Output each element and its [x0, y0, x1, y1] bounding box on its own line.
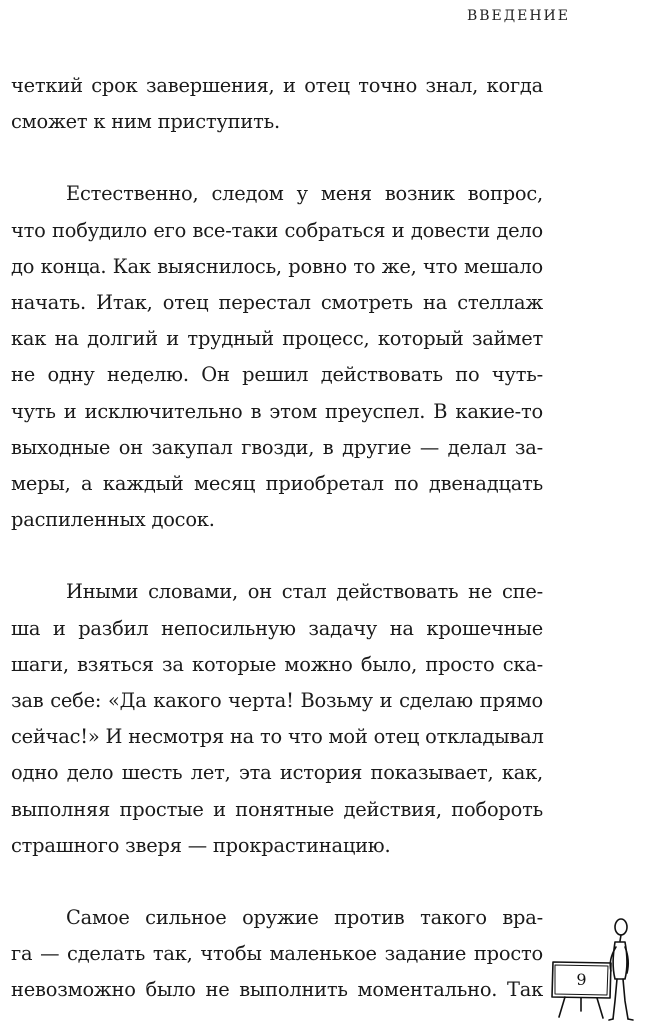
- text-line: чуть и исключительно в этом преуспел. В какие-то: [11, 399, 543, 423]
- text-line: одно дело шесть лет, эта история показывает, как,: [11, 761, 543, 785]
- paragraph-1: [11, 68, 543, 140]
- body-text: [11, 68, 543, 1009]
- page-number-box: [553, 962, 610, 996]
- paragraph-4: [11, 900, 543, 1009]
- text-line: до конца. Как выяснилось, ровно то же, что мешало: [11, 254, 543, 278]
- paragraph-3: [11, 574, 543, 864]
- text-line: шаги, взяться за которые можно было, просто ска-: [11, 652, 543, 676]
- text-line: не одну неделю. Он решил действовать по чуть-: [11, 363, 543, 387]
- text-line: четкий срок завершения, и отец точно знал, когда: [11, 74, 543, 97]
- text-line: выполняя простые и понятные действия, побороть: [11, 797, 543, 821]
- text-line: га — сделать так, чтобы маленькое задание просто: [11, 942, 543, 966]
- text-line: Самое сильное оружие против такого вра-: [66, 906, 543, 930]
- text-line: Естественно, следом у меня возник вопрос,: [66, 182, 543, 206]
- text-line: невозможно было не выполнить моментально. Так: [11, 978, 543, 1002]
- text-line: распиленных досок.: [11, 508, 215, 532]
- text-line: меры, а каждый месяц приобретал по двенадцать: [11, 472, 543, 496]
- page-number: 9: [576, 969, 587, 989]
- text-line: зав себе: «Да какого черта! Возьму и сделаю прямо: [11, 689, 543, 713]
- paragraph-2: [11, 176, 543, 538]
- text-line: Иными словами, он стал действовать не спе-: [66, 580, 543, 604]
- text-line: как на долгий и трудный процесс, который займет: [11, 327, 543, 351]
- text-line: сейчас!» И несмотря на то что мой отец откладывал: [11, 725, 544, 749]
- text-line: сможет к ним приступить.: [11, 110, 280, 134]
- text-line: что побудило его все-таки собраться и довести дело: [11, 218, 543, 242]
- text-line: страшного зверя — прокрастинацию.: [11, 833, 391, 857]
- running-head: ВВЕДЕНИЕ: [466, 8, 570, 24]
- text-line: выходные он закупал гвозди, в другие — делал за-: [11, 435, 543, 459]
- text-line: ша и разбил непосильную задачу на крошечные: [11, 616, 543, 640]
- text-line: начать. Итак, отец перестал смотреть на стеллаж: [11, 291, 543, 315]
